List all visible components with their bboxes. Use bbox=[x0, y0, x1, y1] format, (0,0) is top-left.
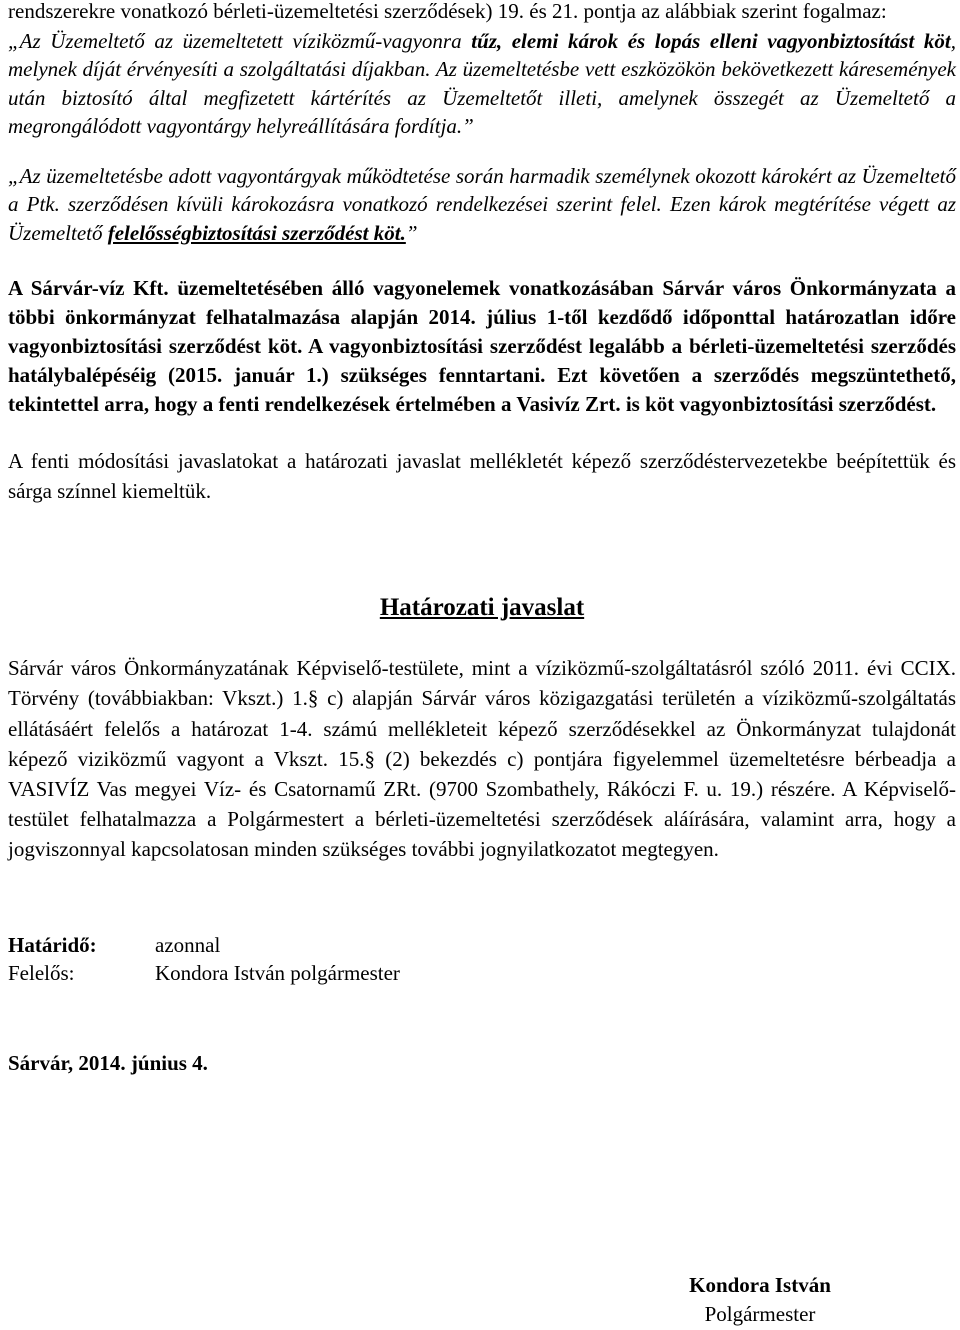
place-date: Sárvár, 2014. június 4. bbox=[8, 1051, 208, 1076]
signature-block bbox=[660, 1271, 860, 1329]
quote-emphasis: felelősségbiztosítási szerződést köt. bbox=[107, 220, 406, 245]
deadline-block bbox=[8, 931, 956, 987]
deadline-label: Határidő: bbox=[8, 933, 97, 958]
asset-insurance-quote bbox=[8, 27, 956, 141]
resolution-text: Sárvár város Önkormányzatának Képviselő-testülete, mint a víziközmű-szolgáltatásról szóló 2011. évi CCIX. Törvény (továbbiakban: Vkszt.) 1.§ c) alapján Sárvár város közigazgatási területén a víziközmű-szolgáltatás ellátásáért felelős a határozat 1-4. számú mellékleteit képező szerződésekkel az Önkormányzat tulajdonát képező viziközmű vagyont a Vkszt. 15.§ (2) bekezdés c) pontjára figyelemmel üzemeltetésre bérbeadja a VASIVÍZ Vas megyei Víz- és Csatornamű ZRt. (9700 Szombathely, Rákóczi F. u. 19.) részére. A Képviselő-testület felhatalmazza a Polgármestert a bérleti-üzemeltetési szerződések aláírására, valamint arra, hogy a jogviszonnyal kapcsolatosan minden szükséges további jognyilatkozatot megtegyen. bbox=[8, 656, 956, 861]
deadline-value: azonnal bbox=[155, 933, 221, 958]
resolution-heading: Határozati javaslat bbox=[379, 594, 585, 622]
responsible-value: Kondora István polgármester bbox=[155, 961, 400, 986]
document-page bbox=[8, 0, 956, 1077]
amendment-note-paragraph: A fenti módosítási javaslatokat a határozati javaslat mellékletét képező szerződéstervezetekbe beépítettük és sárga színnel kiemeltük. bbox=[8, 449, 956, 504]
signatory-name: Kondora István bbox=[689, 1273, 831, 1297]
quote-emphasis: tűz, elemi károk és lopás elleni vagyonbiztosítást köt bbox=[471, 28, 951, 53]
insurance-statement-paragraph: A Sárvár-víz Kft. üzemeltetésében álló vagyonelemek vonatkozásában Sárvár város Önkormányzata a többi önkormányzat felhatalmazása alapján 2014. július 1-től kezdődő időponttal határozatlan időre vagyonbiztosítási szerződést köt. A vagyonbiztosítási szerződést legalább a bérleti-üzemeltetési szerződés hatálybalépéséig (2015. január 1.) szükséges fenntartani. Ezt követően a szerződés megszüntethető, tekintettel arra, hogy a fenti rendelkezések értelmében a Vasivíz Zrt. is köt vagyonbiztosítási szerződést. bbox=[8, 276, 956, 417]
liability-insurance-quote bbox=[8, 162, 956, 248]
quote-text: „Az üzemeltetésbe adott vagyontárgyak működtetése során harmadik személynek okozott károkért az Üzemeltető a Ptk. szerződésen kívüli károkozásra vonatkozó rendelkezései szerint felel. Ezen károk megtérítése végett az Üzemeltető bbox=[8, 163, 956, 245]
quote-text: „Az Üzemeltető az üzemeltetett víziközmű-vagyonra bbox=[8, 28, 472, 53]
quote-text: , melynek díját érvényesíti a szolgáltatási díjakban. Az üzemeltetésbe vett eszközökön bekövetkezett káresemények után biztosító által megfizetett kártérítés az Üzemeltetőt illeti, amelynek összegét az Üzemeltető a megrongálódott vagyontárgy helyreállítására fordítja.” bbox=[8, 28, 956, 139]
responsible-label: Felelős: bbox=[8, 961, 75, 986]
quote-text: ” bbox=[405, 220, 418, 245]
signatory-title: Polgármester bbox=[704, 1302, 816, 1326]
intro-paragraph: rendszerekre vonatkozó bérleti-üzemeltetési szerződések) 19. és 21. pontja az alábbiak szerint fogalmaz: bbox=[8, 0, 887, 23]
deadline-row bbox=[8, 931, 956, 959]
responsible-row bbox=[8, 959, 956, 987]
